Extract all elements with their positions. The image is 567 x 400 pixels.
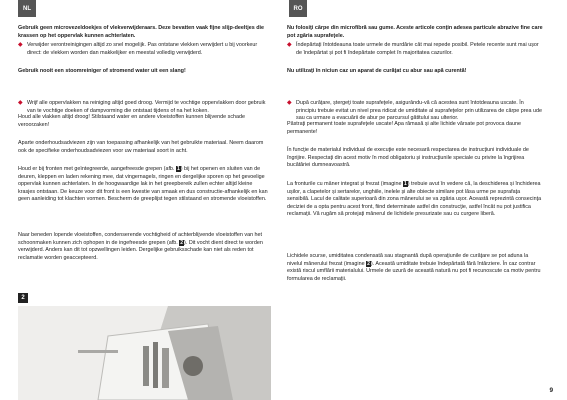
ro-paragraph-6-b: ). Această umiditate trebuie îndepărtată fără întârziere. În caz contrar există riscul umflării materialului. Urmele de uzură de această natură nu pot fi recunoscute ca motiv pentru formularea de reclamaţii. xyxy=(287,260,541,282)
ro-paragraph-6-a: Lichidele scurse, umiditatea condensată sau stagnantă după operaţiunile de curăţare se pot aduna la nivelul mânerului frezat (imagine xyxy=(287,253,529,267)
ro-paragraph-5 xyxy=(287,181,544,219)
nl-paragraph-5 xyxy=(18,166,270,204)
nl-paragraph-6-a: Naar beneden lopende vloeistoffen, condenserende vochtigheid of achterblijvende vloeistoffen van het schoonmaken kunnen zich ophopen in de ingefreesde grepen (afb. xyxy=(18,232,263,246)
nl-heading-1: Gebruik geen microvezeldoekjes of vlekverwijderaars. Deze bevatten vaak fijne slijp-deeltjes die krassen op het oppervlak kunnen achterlaten. xyxy=(18,25,264,39)
ro-paragraph-6 xyxy=(287,253,544,283)
ro-heading-1: Nu folosiţi cârpe din microfibră sau gume. Aceste articole conţin adesea particule abrazive fine care pot zgâria suprafeţele. xyxy=(287,25,543,39)
bullet-diamond-icon: ◆ xyxy=(18,100,23,107)
bullet-diamond-icon: ◆ xyxy=(18,42,23,48)
column-ro xyxy=(287,0,544,282)
figure-label: 2 xyxy=(18,293,28,303)
nl-paragraph-6-b: ). Dit vocht dient direct te worden verwijderd. Anders kan dit tot opzwellingen leiden. Dergelijke gebruiksschade kan niet als reden tot reclamatie worden geaccepteerd. xyxy=(18,239,263,261)
ro-paragraph-3: Păstraţi permanent toate suprafeţele uscate! Apa rămasă și alte lichide vărsate pot provoca daune permanente! xyxy=(287,121,522,135)
language-tag-ro: RO xyxy=(289,0,307,17)
ro-bullet-1 xyxy=(287,42,544,57)
bullet-diamond-icon: ◆ xyxy=(287,42,292,48)
nl-bullet-1-text: Verwijder verontreinigingen altijd zo snel mogelijk. Pas ontstane vlekken verwijdert u bij voorkeur direct: de vlekken worden dan makkelijker en meestal volledig verwijderd. xyxy=(27,42,258,56)
nl-bullet-2-text: Wrijf alle oppervlakken na reiniging altijd goed droog. Vermijd te vochtige oppervlakken door gebruik van te vochtige doeken of dampvorming die ontstaat tijdens of na het koken. xyxy=(27,100,266,114)
figure-ref-1: 1 xyxy=(176,166,180,172)
ro-bullet-1-text: Îndepărtaţi întotdeauna toate urmele de murdărie cât mai repede posibil. Petele recente sunt mai ușor de îndepărtat și pot fi îndepărtate complet în majoritatea cazurilor. xyxy=(296,42,539,56)
bullet-diamond-icon: ◆ xyxy=(287,100,292,107)
nl-paragraph-6 xyxy=(18,232,270,262)
ro-bullet-2 xyxy=(287,100,544,123)
figure-ref-1: 1 xyxy=(403,181,407,187)
figure-ref-2: 2 xyxy=(367,260,370,267)
ro-paragraph-4: În funcţie de materialul individual de execuţie este necesară respectarea de instrucţiuni individuale de îngrijire. Respectaţi din acest motiv în mod obligatoriu și instrucţiunile speciale cu privire la îngrijirea bucătăriei dumneavoastră. xyxy=(287,147,529,169)
nl-paragraph-5-b: ) bij het openen en sluiten van de deuren, kleppen en laden rekening mee, dat vingernagels, ringen en dergelijke sporen op het gevoelige oppervlak kunnen achterlaten. In de hoogwaardige lak in het greepbereik zullen echter altijd kleine krasjes ontstaan. De keuze voor dit front is een kwestie van smaak en dus constructie-afhankelijk en kan geen aanleiding tot klachten vormen. Bescherm de greeplijst tegen stilstaand en stromende vloeistoffen. xyxy=(18,166,268,203)
language-tag-nl: NL xyxy=(18,0,36,17)
ro-heading-2: Nu utilizaţi în niciun caz un aparat de curăţat cu abur sau apă curentă! xyxy=(287,68,467,74)
figure-ref-2: 2 xyxy=(180,239,184,246)
ro-paragraph-5-a: La fronturile cu mâner integrat și frezat (imagine xyxy=(287,181,402,187)
ro-paragraph-5-b: ) trebuie avut în vedere că, la deschiderea și închiderea ușilor, a clapetelor și sertarelor, unghiile, inelele și alte obiecte similare pot lăsa urme pe suprafaţa sensibilă. Lacul de calitate superioară din zona mânerului se va zgâria ușor. Această reprezintă consecinţa deciziei de a opta pentru acest front, fiind determinate astfel din construcţie, astfel încât nu pot justifica reclamaţii. Vă rugăm să protejaţi mânerul de lichidele presurizate sau cu curgere liberă. xyxy=(287,181,542,218)
nl-paragraph-5-a: Houd er bij fronten met geïntegreerde, aangefreesde grepen (afb. xyxy=(18,166,175,172)
nl-bullet-1 xyxy=(18,42,270,57)
drawer-illustration xyxy=(18,306,271,400)
ro-bullet-2-text: După curăţare, ștergeţi toate suprafeţele, asigurându-vă că acestea sunt întotdeauna uscate. În principiu trebuie evitat un nivel prea ridicat de umiditate al suprafeţelor prin utilizarea de cârpe prea ude sau ca urmare a evacuării de abur pe parcursul gătitului sau ulterior. xyxy=(296,100,543,122)
kitchen-drawer-photo xyxy=(18,306,271,400)
nl-heading-2: Gebruik nooit een stoomreiniger of stromend water uit een slang! xyxy=(18,68,186,74)
nl-paragraph-3: Houd alle vlakken altijd droog! Stilstaand water en andere vloeistoffen kunnen blijvende schade veroorzaken! xyxy=(18,114,246,128)
nl-paragraph-4: Aparte onderhoudsadviezen zijn van toepassing afhankelijk van het gebruikte materiaal. Neem daarom ook de specifieke onderhoudsadviezen voor uw materiaal soort in acht. xyxy=(18,140,264,154)
column-nl xyxy=(18,0,270,261)
page-number: 9 xyxy=(549,387,553,394)
